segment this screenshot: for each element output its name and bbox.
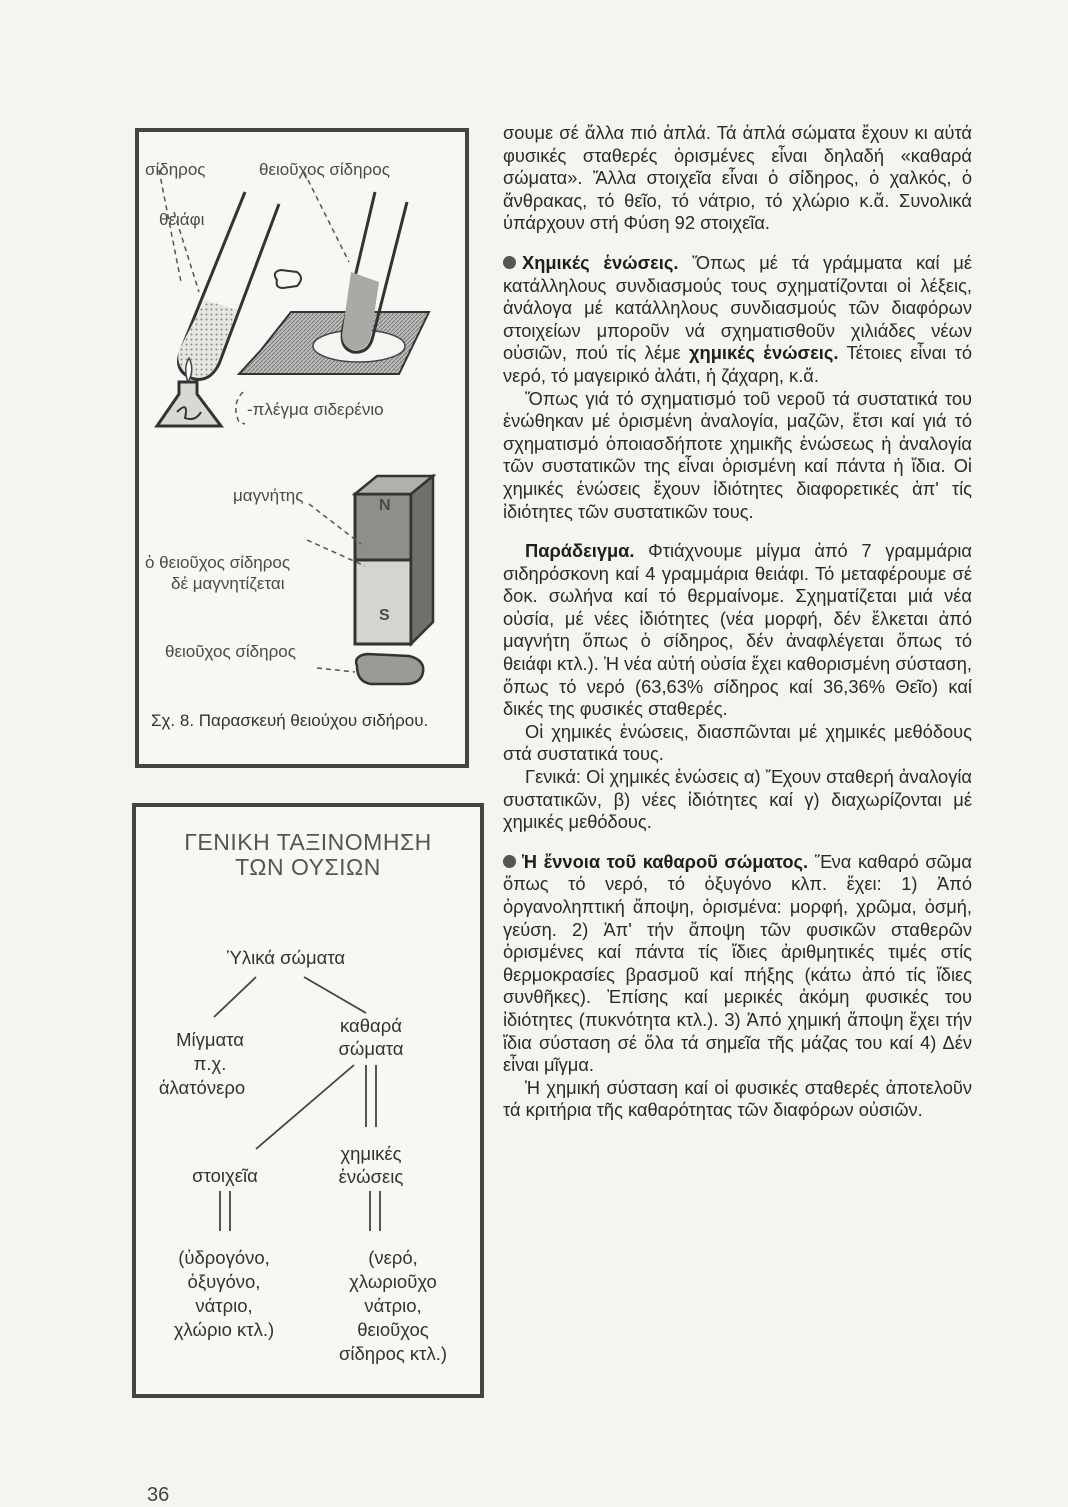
label-magnet: μαγνήτης	[233, 486, 304, 505]
bullet-icon	[503, 256, 516, 269]
paragraph-example-text: Φτιάχνουμε μίγμα ἀπό 7 γραμμάρια σιδηρόσκονη καί 4 γραμμάρια θειάφι. Τό μεταφέρουμε σέ δοκ. σωλήνα καί τό θερμαίνομε. Σχηματίζεται μιά νέα οὐσία, μέ νέες ἰδιότητες (νέα μορφή, δέν ἕλκεται ἀπό μαγνήτη ὅπως ὁ σίδηρος, δέν ἀναφλέγεται ὅπως τό θειάφι κτλ.). Ἡ νέα αὐτή οὐσία ἔχει καθορισμένη σύσταση, ὅπως τό νερό (63,63% σίδηρος καί 36,36% Θεῖο) καί δικές της φυσικές σταθερές.	[503, 540, 972, 720]
page-number: 36	[147, 1484, 170, 1506]
magnet-south-pole: S	[379, 607, 390, 624]
body-text	[503, 122, 972, 1122]
compounds-example-3: νάτριο,	[364, 1295, 422, 1316]
label-iron-sulfide-top: θειοῦχος σίδηρος	[259, 160, 390, 179]
paragraph-example	[503, 540, 972, 721]
label-not-magnetized-2: δέ μαγνητίζεται	[171, 574, 285, 593]
paragraph-pure-substance-text: Ἕνα καθαρό σῶμα ὅπως τό νερό, τό ὀξυγόνο κλπ. ἔχει: 1) Ἀπό ὀργανοληπτική ἄποψη, ὁρισμένα: μορφή, χρῶμα, ὀσμή, γεύση. 2) Ἀπ' τήν ἄποψη τῶν φυσικῶν σταθερῶν ὁρισμένες καί πάντα τίς ἴδιες ἀριθμητικές τιμές στίς θερμοκρασίες βρασμοῦ καί πήξης (κάτω ἀπό τίς ἴδιες συνθῆκες). Ἐπίσης καί μερικές ἀκόμη φυσικές του ἰδιότητες (πυκνότητα κτλ.). 3) Ἀπό χημική ἄποψη ἔχει τήν ἴδια σύσταση σέ ὅλα τά σημεῖα τῆς μάζας του καί 4) Δέν εἶναι μῖγμα.	[503, 850, 972, 1076]
label-iron: σίδηρος	[145, 160, 206, 179]
node-mixtures-3: ἁλατόνερο	[158, 1077, 246, 1098]
heading-example: Παράδειγμα.	[525, 540, 635, 562]
bar-magnet	[355, 476, 433, 644]
elements-example-4: χλώριο κτλ.)	[173, 1319, 275, 1340]
bullet-icon	[503, 855, 516, 868]
node-elements: στοιχεῖα	[192, 1165, 258, 1186]
paragraph-compounds	[503, 252, 972, 388]
elements-example-2: ὀξυγόνο,	[187, 1271, 261, 1292]
paragraph-compounds-text-b: Τέτοιες εἶναι τό νερό, τό μαγειρικό ἁλάτι, ἡ ζάχαρη, κ.ἄ.	[503, 342, 972, 386]
taxonomy-title-1: ΓΕΝΙΚΗ ΤΑΞΙΝΟΜΗΣΗ	[184, 829, 432, 855]
heading-pure-substance: Ἡ ἔννοια τοῦ καθαροῦ σώματος.	[522, 850, 809, 872]
elements-example-3: νάτριο,	[195, 1295, 253, 1316]
paragraph-criteria: Ἡ χημική σύσταση καί οἱ φυσικές σταθερές ἀποτελοῦν τά κριτήρια τῆς καθαρότητας τῶν διαφόρων οὐσιῶν.	[503, 1076, 972, 1121]
term-compounds: χημικές ἑνώσεις.	[689, 342, 839, 364]
node-mixtures-1: Μίγματα	[176, 1029, 244, 1050]
taxonomy-box	[132, 803, 484, 1398]
figure-8-box	[135, 128, 469, 768]
label-sulfur: θειάφι	[159, 210, 205, 229]
taxonomy-title-2: ΤΩΝ ΟΥΣΙΩΝ	[235, 854, 381, 880]
node-mixtures-2: π.χ.	[193, 1053, 227, 1074]
node-compounds-2: ἑνώσεις	[338, 1166, 404, 1187]
node-pure-1: καθαρά	[340, 1015, 402, 1036]
heading-compounds: Χημικές ἑνώσεις.	[522, 251, 679, 273]
paragraph-general: Γενικά: Οἱ χημικές ἑνώσεις α) Ἔχουν σταθερή ἀναλογία συστατικῶν, β) νέες ἰδιότητες καί γ) διαχωρίζονται μέ χημικές μεθόδους.	[503, 766, 972, 833]
elements-example-1: (ὑδρογόνο,	[178, 1247, 270, 1268]
compounds-example-5: σίδηρος κτλ.)	[338, 1343, 448, 1364]
figure-caption: Σχ. 8. Παρασκευή θειούχου σιδήρου.	[151, 711, 429, 730]
magnet-north-pole: N	[379, 497, 391, 514]
iron-wire-gauze	[239, 312, 429, 374]
paragraph-decomposition: Οἱ χημικές ἑνώσεις, διασπῶνται μέ χημικές μεθόδους στά συστατικά τους.	[503, 720, 972, 765]
label-wire-gauze: -πλέγμα σιδερένιο	[247, 400, 384, 419]
label-not-magnetized-1: ὁ θειοῦχος σίδηρος	[145, 553, 291, 572]
paragraph-ratio: Ὅπως γιά τό σχηματισμό τοῦ νεροῦ τά συστατικά του ἑνώθηκαν μέ ὁρισμένη ἀναλογία, μαζῶν, ἔτσι καί γιά τό σχηματισμό ὁποιασδήποτε χημικῆς ἑνώσεως ἡ ἀναλογία τῶν συστατικῶν της εἶναι ὁρισμένη καί πάντα ἡ ἴδια. Οἱ χημικές ἑνώσεις ἔχουν ἰδιότητες διαφορετικές ἀπ' τίς ἰδιότητες τῶν συστατικῶν τους.	[503, 387, 972, 522]
compounds-example-1: (νερό,	[368, 1247, 418, 1268]
node-pure-2: σώματα	[338, 1038, 404, 1059]
node-material-bodies: Ὑλικά σώματα	[226, 947, 346, 968]
node-compounds-1: χημικές	[340, 1143, 402, 1164]
paragraph-pure-substance	[503, 851, 972, 1077]
label-iron-sulfide-bottom: θειοῦχος σίδηρος	[165, 642, 296, 661]
compounds-example-2: χλωριοῦχο	[349, 1271, 437, 1292]
paragraph-compounds-text-a: Ὅπως μέ τά γράμματα καί μέ κατάλληλους συνδιασμούς τους σχηματίζονται οἱ λέξεις, ἀνάλογα μέ κατάλληλους συνδιασμούς τῶν διαφόρων στοιχείων μποροῦν νά σχηματισθοῦν χιλιάδες νέων οὐσιῶν, πού τίς λέμε	[503, 251, 972, 364]
compounds-example-4: θειοῦχος	[357, 1319, 429, 1340]
paragraph-elements: σουμε σέ ἄλλα πιό ἁπλά. Τά ἁπλά σώματα ἔχουν κι αὐτά φυσικές σταθερές ὁρισμένες εἶναι δηλαδή «καθαρά σώματα». Ἄλλα στοιχεῖα εἶναι ὁ σίδηρος, ὁ χαλκός, ὁ ἄνθρακας, τό θεῖο, τό νάτριο, τό χλώριο κ.ἄ. Συνολικά ὑπάρχουν στή Φύση 92 στοιχεῖα.	[503, 122, 972, 234]
